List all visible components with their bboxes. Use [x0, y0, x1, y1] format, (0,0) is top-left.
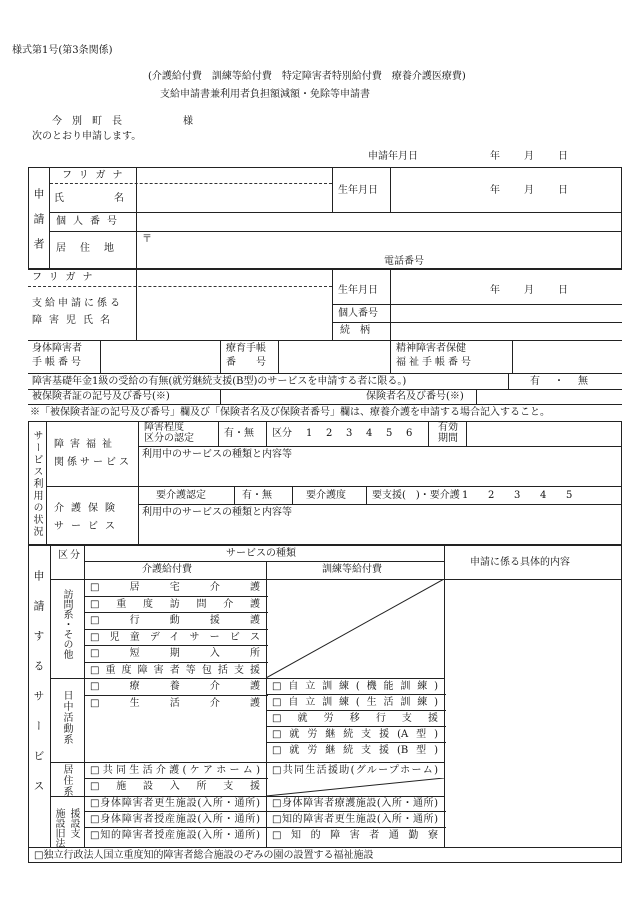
service-checkbox-item[interactable]: □身体障害者療護施設(入所・通所) — [272, 798, 438, 809]
type-header: サービスの種類 — [226, 548, 296, 559]
pension-sep: ・ — [554, 376, 564, 387]
applicant-section-label: 申請者 — [32, 188, 45, 263]
cat-visit-label: 訪問系・その他 — [61, 589, 72, 659]
kubun-values-value[interactable]: 4 — [366, 428, 373, 439]
detail-header: 申請に係る具体的内容 — [470, 557, 570, 568]
applicant-name: 氏名 — [54, 193, 174, 204]
usage-section-label: サービス利用の状況 — [31, 430, 42, 538]
service-checkbox-item[interactable]: □重度障害者等包括支援 — [90, 664, 260, 676]
category-label1: 障害程度 — [144, 422, 184, 433]
kunren-header: 訓練等給付費 — [322, 564, 382, 575]
service-checkbox-item[interactable]: □知的障害者授産施設(入所・通所) — [90, 830, 260, 841]
physical-cert-label2: 手帳番号 — [32, 357, 84, 368]
intro-text: 次のとおり申請します。 — [32, 131, 142, 142]
applicant-birth-month: 月 — [524, 185, 534, 196]
mental-cert-label2: 福祉手帳番号 — [396, 357, 474, 368]
visit-diagonal — [266, 579, 444, 678]
note-text: ※「被保険者証の記号及び番号」欄及び「保険者名及び保険者番号」欄は、療養介護を申請する場合記入すること。 — [30, 407, 550, 418]
cat-day-label: 日中活動系 — [61, 690, 72, 745]
kubun-values-value[interactable]: 1 — [306, 428, 313, 439]
applicant-personal-no: 個人番号 — [56, 216, 124, 227]
care-values-value[interactable]: 2 — [488, 490, 495, 501]
kubun-values-value[interactable]: 3 — [346, 428, 353, 439]
support-text: 要支援( )・要介護 — [372, 490, 460, 501]
service-checkbox-item[interactable]: □就労移行支援 — [272, 713, 438, 724]
pension-no[interactable]: 無 — [578, 376, 588, 387]
cat-facility-label: 施設旧法 — [53, 808, 64, 848]
kaigo-header: 介護給付費 — [142, 564, 192, 575]
kubun-values-value[interactable]: 2 — [326, 428, 333, 439]
mental-cert-label1: 精神障害者保健 — [396, 343, 466, 354]
service-checkbox-item[interactable]: □身体障害者授産施設(入所・通所) — [90, 814, 260, 825]
service-checkbox-item[interactable]: □生活介護 — [90, 697, 260, 709]
service-checkbox-item[interactable]: □身体障害者更生施設(入所・通所) — [90, 798, 260, 809]
child-name-line2: 障害児氏名 — [32, 315, 117, 326]
applicant-address: 居住地 — [56, 243, 128, 254]
kaigo-in-use-label: 利用中のサービスの種類と内容等 — [142, 507, 292, 518]
valid-label2: 期間 — [438, 433, 458, 444]
applicant-birth-day: 日 — [558, 185, 568, 196]
applicant-phone: 電話番号 — [384, 256, 424, 267]
applicant-furigana: フリガナ — [62, 170, 130, 181]
insurance-right-label: 保険者名及び番号(※) — [366, 391, 464, 402]
care-values-value[interactable]: 1 — [462, 490, 469, 501]
applicant-postal: 〒 — [142, 234, 152, 245]
applicant-birth-year: 年 — [490, 185, 500, 196]
child-birth-month: 月 — [524, 285, 534, 296]
date-year: 年 — [490, 151, 500, 162]
kubun-values — [306, 429, 426, 439]
valid-label1: 有効 — [438, 422, 458, 433]
pension-text: 障害基礎年金1級の受給の有無(就労継続支援(B型)のサービスを申請する者に限る。) — [32, 376, 407, 387]
service-checkbox-item[interactable]: □共同生活援助(グループホーム) — [272, 765, 438, 776]
kubun-label: 区分 — [272, 428, 292, 439]
care-values-value[interactable]: 3 — [514, 490, 521, 501]
care-values-value[interactable]: 5 — [566, 490, 573, 501]
care-values — [462, 491, 592, 501]
care-yes-no[interactable]: 有・無 — [242, 490, 272, 501]
kubun-header: 区分 — [58, 550, 82, 561]
service-checkbox-item[interactable]: □児童デイサービス — [90, 631, 260, 643]
service-checkbox-item[interactable]: □共同生活介護(ケアホーム) — [90, 765, 260, 776]
addressee: 今 別 町 長 — [52, 116, 122, 127]
applicant-birth-label: 生年月日 — [338, 185, 378, 196]
kubun-values-value[interactable]: 5 — [386, 428, 393, 439]
service-checkbox-item[interactable]: □就労継続支援(B型) — [272, 745, 438, 756]
service-checkbox-item[interactable]: □居宅介護 — [90, 582, 260, 593]
form-title-line1: (介護給付費 訓練等給付費 特定障害者特別給付費 療養介護医療費) — [148, 71, 466, 82]
service-checkbox-item[interactable]: □行動援護 — [90, 615, 260, 626]
category-label2: 区分の認定 — [144, 433, 194, 444]
service-checkbox-item[interactable]: □知的障害者通勤寮 — [272, 830, 438, 841]
service-checkbox-item[interactable]: □短期入所 — [90, 648, 260, 659]
service-checkbox-item[interactable]: □施設入所支援 — [90, 781, 260, 792]
insurance-left-label: 被保険者証の記号及び番号(※) — [32, 391, 170, 402]
category-yes-no[interactable]: 有・無 — [224, 428, 254, 439]
pension-yes-no — [530, 377, 588, 387]
cat-support-label: 援設支 — [68, 808, 79, 838]
kubun-values-value[interactable]: 6 — [406, 428, 413, 439]
welfare-in-use-label: 利用中のサービスの種類と内容等 — [142, 449, 292, 460]
kaigo-label1: 介護保険 — [54, 503, 122, 514]
child-birth-year: 年 — [490, 285, 500, 296]
form-title-line2: 支給申請書兼利用者負担額減額・免除等申請書 — [160, 89, 370, 100]
service-checkbox-item[interactable]: □自立訓練(機能訓練) — [272, 681, 438, 692]
service-checkbox-item[interactable]: □重度訪問介護 — [90, 598, 260, 610]
ryoiku-label1: 療育手帳 — [226, 343, 266, 354]
child-name-line1: 支給申請に係る — [32, 298, 123, 309]
addressee-suffix: 様 — [183, 116, 193, 127]
ryoiku-label2: 番 号 — [226, 357, 266, 368]
nozomi-item[interactable]: □独立行政法人国立重度知的障害者総合施設のぞみの園の設置する福祉施設 — [34, 850, 374, 861]
kaigo-label2: サービス — [54, 521, 122, 532]
service-checkbox-item[interactable]: □自立訓練(生活訓練) — [272, 697, 438, 708]
care-cert-label: 要介護認定 — [156, 490, 206, 501]
child-relation: 続 柄 — [340, 325, 370, 336]
child-birth-label: 生年月日 — [338, 285, 378, 296]
physical-cert-label1: 身体障害者 — [32, 343, 82, 354]
date-month: 月 — [524, 151, 534, 162]
welfare-label1: 障害福祉 — [54, 439, 118, 450]
service-checkbox-item[interactable]: □知的障害者更生施設(入所・通所) — [272, 814, 438, 825]
pension-yes[interactable]: 有 — [530, 376, 540, 387]
child-personal-no: 個人番号 — [338, 308, 378, 319]
child-furigana: フリガナ — [32, 272, 100, 283]
care-values-value[interactable]: 4 — [540, 490, 547, 501]
date-label: 申請年月日 — [368, 151, 418, 162]
care-level-label: 要介護度 — [306, 490, 346, 501]
form-number: 様式第1号(第3条関係) — [12, 45, 113, 56]
service-checkbox-item[interactable]: □療養介護 — [90, 681, 260, 692]
cat-home-label: 居住系 — [61, 764, 72, 797]
applicant-name-label — [54, 193, 174, 204]
child-birth-day: 日 — [558, 285, 568, 296]
welfare-label2: 関係サービス — [54, 457, 132, 468]
home-diagonal — [266, 778, 444, 796]
date-day: 日 — [558, 151, 568, 162]
service-checkbox-item[interactable]: □就労継続支援(A型) — [272, 729, 438, 740]
services-section-label: 申請するサービス — [32, 570, 45, 810]
